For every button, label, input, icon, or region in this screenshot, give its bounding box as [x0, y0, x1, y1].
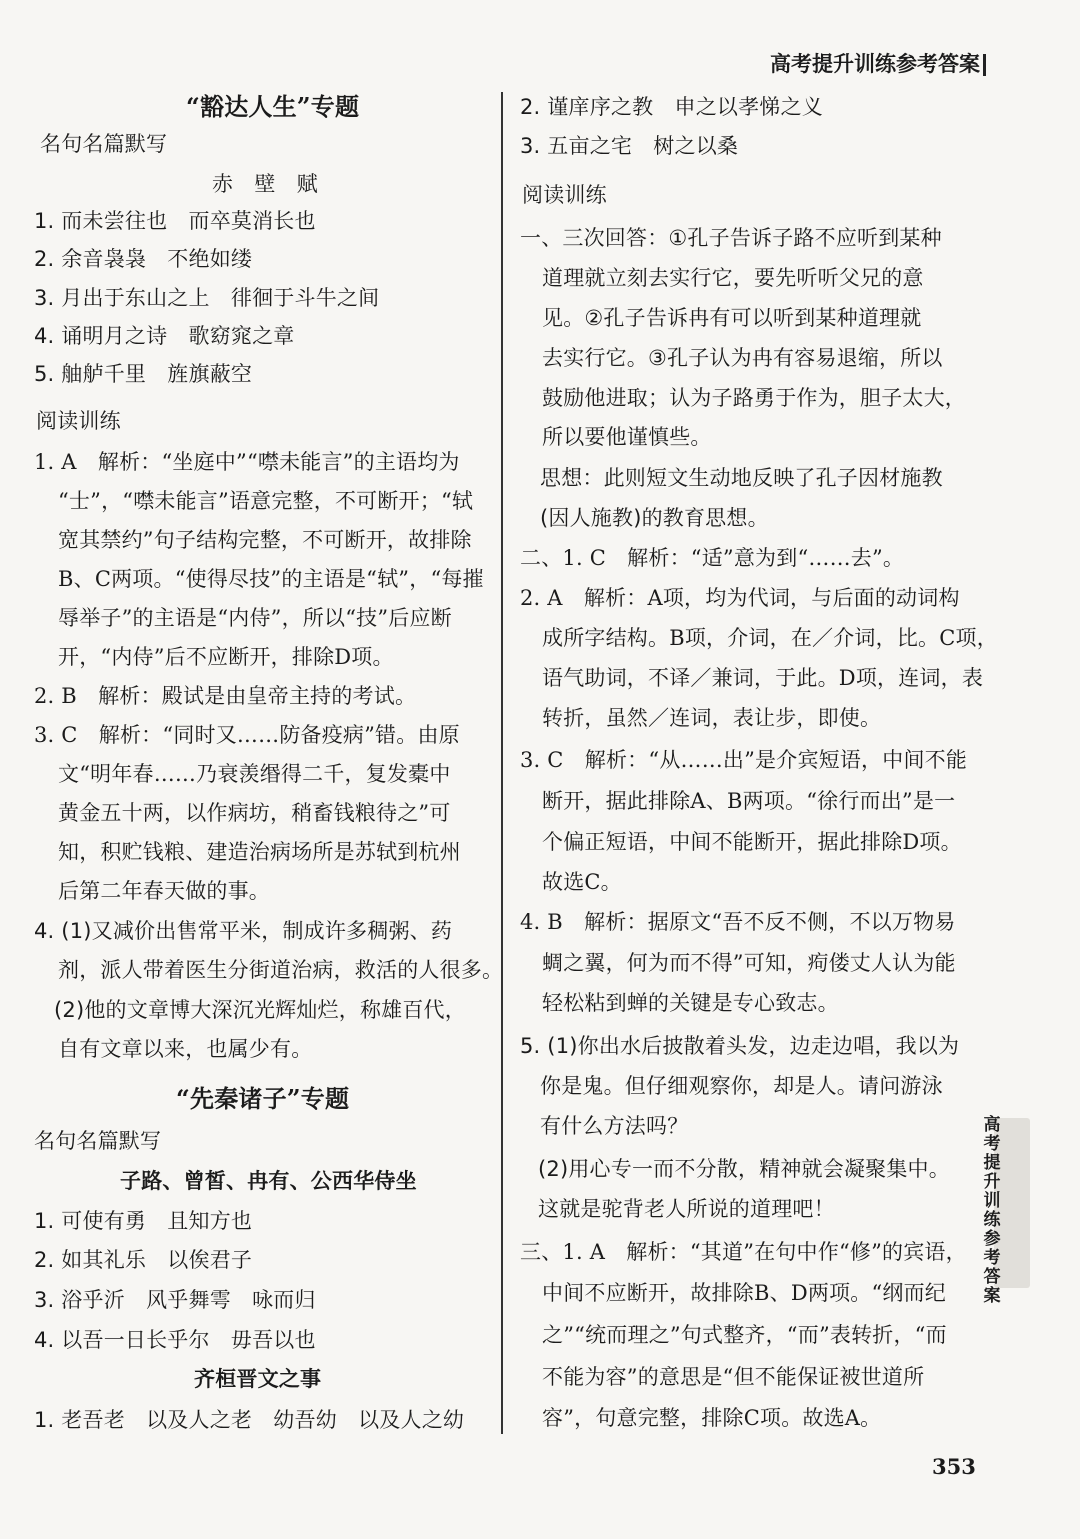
answer-line: 去实行它。③孔子认为冉有容易退缩，所以: [542, 346, 943, 370]
answer-line: 剂，派人带着医生分街道治病，救活的人很多。: [58, 958, 504, 982]
answer-line: 4. B 解析：据原文“吾不反不侧，不以万物易: [520, 910, 956, 934]
answer-line: 故选C。: [542, 870, 622, 894]
answer-line: 容”，句意完整，排除C项。故选A。: [542, 1406, 882, 1430]
answer-line: 4. (1)又减价出售常平米，制成许多稠粥、药: [34, 919, 453, 943]
answer-line: 3. 浴乎沂 风乎舞雩 咏而归: [34, 1288, 316, 1312]
answer-line: 2. 如其礼乐 以俟君子: [34, 1248, 253, 1272]
answer-line: 知，积贮钱粮、建造治病场所是苏轼到杭州: [58, 840, 461, 864]
page-number: 353: [932, 1454, 976, 1479]
answer-line: 转折，虽然／连词，表让步，即使。: [542, 706, 882, 730]
answer-line: 成所字结构。B项，介词，在／介词，比。C项，: [542, 626, 998, 650]
answer-line: 自有文章以来，也属少有。: [58, 1037, 313, 1061]
answer-line: 你是鬼。但仔细观察你，却是人。请问游泳: [540, 1074, 943, 1098]
answer-line: “士”，“噤未能言”语意完整，不可断开；“轼: [58, 489, 474, 513]
answer-line: 三、1. A 解析：“其道”在句中作“修”的宾语，: [520, 1240, 967, 1264]
answer-line: 所以要他谨慎些。: [542, 425, 712, 449]
answer-line: 中间不应断开，故排除B、D两项。“纲而纪: [542, 1281, 947, 1305]
answer-line: 辱举子”的主语是“内侍”，所以“技”后应断: [58, 606, 452, 630]
subsection-title: 子路、曾皙、冉有、公西华侍坐: [120, 1169, 417, 1193]
answer-line: (2)用心专一而不分散，精神就会凝聚集中。: [538, 1157, 950, 1181]
answer-line: 1. 可使有勇 且知方也: [34, 1209, 253, 1233]
answer-line: 语气助词，不译／兼词，于此。D项，连词，表: [542, 666, 984, 690]
section-heading: 阅读训练: [522, 183, 607, 207]
answer-line: 这就是驼背老人所说的道理吧！: [538, 1197, 835, 1221]
side-tab-label: 高考提升训练参考答案: [983, 1115, 1001, 1306]
answer-line: 轻松粘到蝉的关键是专心致志。: [542, 991, 839, 1015]
answer-line: 2. A 解析：A项，均为代词，与后面的动词构: [520, 586, 960, 610]
answer-line: 文“明年春……乃衰羡缗得二千，复发橐中: [58, 762, 451, 786]
answer-line: 断开，据此排除A、B两项。“徐行而出”是一: [542, 789, 956, 813]
answer-line: 有什么方法吗？: [540, 1114, 689, 1138]
answer-line: 个偏正短语，中间不能断开，据此排除D项。: [542, 830, 962, 854]
answer-line: 黄金五十两，以作病坊，稍畜钱粮待之”可: [58, 801, 451, 825]
answer-line: 见。②孔子告诉冉有可以听到某种道理就: [542, 306, 922, 330]
answer-line: 后第二年春天做的事。: [58, 879, 270, 903]
answer-line: 之”“统而理之”句式整齐，“而”表转折，“而: [542, 1323, 947, 1347]
answer-line: 3. 五亩之宅 树之以桑: [520, 134, 739, 158]
answer-line: 宽其禁约”句子结构完整，不可断开，故排除: [58, 528, 472, 552]
answer-line: 2. 余音袅袅 不绝如缕: [34, 247, 253, 271]
answer-line: 开，“内侍”后不应断开，排除D项。: [58, 645, 394, 669]
answer-line: 3. C 解析：“同时又……防备疫病”错。由原: [34, 723, 460, 747]
answer-line: 2. B 解析：殿试是由皇帝主持的考试。: [34, 684, 417, 708]
answer-line: 道理就立刻去实行它，要先听听父兄的意: [542, 266, 924, 290]
header-bar: [983, 54, 986, 76]
answer-line: 蜩之翼，何为而不得”可知，痀偻丈人认为能: [542, 951, 956, 975]
header-title: 高考提升训练参考答案: [770, 52, 980, 76]
answer-line: (因人施教)的教育思想。: [540, 506, 769, 530]
answer-line: 3. C 解析：“从……出”是介宾短语，中间不能: [520, 748, 968, 772]
answer-line: 1. 老吾老 以及人之老 幼吾幼 以及人之幼: [34, 1408, 465, 1432]
answer-line: 4. 诵明月之诗 歌窈窕之章: [34, 324, 295, 348]
answer-line: 鼓励他进取；认为子路勇于作为，胆子太大，: [542, 386, 966, 410]
answer-line: 4. 以吾一日长乎尔 毋吾以也: [34, 1328, 316, 1352]
column-divider: [501, 92, 503, 1434]
answer-line: (2)他的文章博大深沉光辉灿烂，称雄百代，: [54, 998, 466, 1022]
subsection-title: 齐桓晋文之事: [194, 1367, 322, 1391]
answer-line: 一、三次回答：①孔子告诉子路不应听到某种: [520, 226, 942, 250]
answer-line: B、C两项。“使得尽技”的主语是“轼”，“每摧: [58, 567, 484, 591]
section-heading: 名句名篇默写: [34, 1129, 162, 1153]
section-title-2: “先秦诸子”专题: [176, 1084, 350, 1113]
answer-line: 1. 而未尝往也 而卒莫消长也: [34, 209, 316, 233]
answer-line: 2. 谨庠序之教 申之以孝悌之义: [520, 95, 823, 119]
section-heading: 名句名篇默写: [40, 132, 168, 156]
answer-line: 思想：此则短文生动地反映了孔子因材施教: [540, 466, 943, 490]
answer-line: 5. 舳舻千里 旌旗蔽空: [34, 362, 253, 386]
answer-line: 二、1. C 解析：“适”意为到“……去”。: [520, 546, 905, 570]
answer-line: 3. 月出于东山之上 徘徊于斗牛之间: [34, 286, 380, 310]
section-title-1: “豁达人生”专题: [186, 92, 360, 121]
answer-line: 1. A 解析：“坐庭中”“噤未能言”的主语均为: [34, 450, 460, 474]
section-heading: 阅读训练: [36, 409, 121, 433]
subsection-title: 赤 壁 赋: [212, 172, 318, 196]
answer-line: 不能为容”的意思是“但不能保证被世道所: [542, 1365, 925, 1389]
answer-line: 5. (1)你出水后披散着头发，边走边唱，我以为: [520, 1034, 960, 1058]
